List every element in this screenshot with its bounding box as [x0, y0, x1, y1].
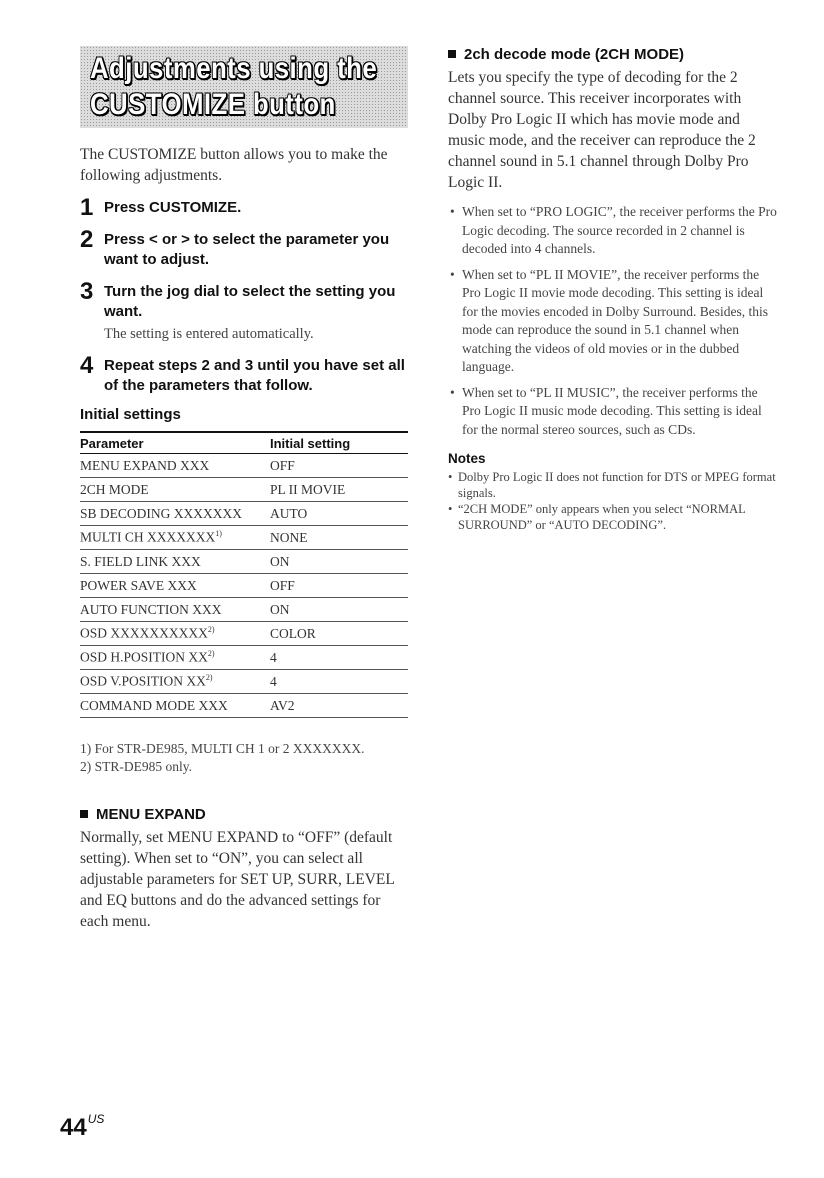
- param-cell: OSD H.POSITION XX$^{2)}$: [80, 646, 270, 670]
- param-cell: MENU EXPAND XXX: [80, 454, 270, 478]
- table-row: [80, 502, 408, 526]
- step-number: 4: [80, 352, 94, 379]
- value-cell: OFF: [270, 454, 408, 478]
- footnote-ref: 2): [207, 625, 215, 635]
- step-text: Press CUSTOMIZE.: [104, 199, 242, 216]
- page-number: $44^{US}$: [60, 1112, 105, 1141]
- step-text: Press < or > to select the parameter you want to adjust.: [104, 231, 390, 268]
- step-number: 3: [80, 278, 94, 305]
- footnote-ref: 1): [215, 529, 222, 539]
- param-cell: AUTO FUNCTION XXX: [80, 598, 270, 622]
- param-cell: MULTI CH XXXXXXX$^{1)}$: [80, 526, 270, 550]
- table-row: [80, 574, 408, 598]
- section-title-line2: CUSTOMIZE button: [90, 88, 336, 121]
- step-note: The setting is entered automatically.: [104, 326, 314, 342]
- value-cell: ON: [270, 598, 408, 622]
- notes-list: [448, 469, 778, 533]
- section-title-line1: Adjustments using the: [90, 52, 378, 85]
- table-header-row: [80, 432, 408, 454]
- step-number: 2: [80, 226, 94, 253]
- param-cell: OSD XXXXXXXXXX$^{2)}$: [80, 622, 270, 646]
- table-row: [80, 478, 408, 502]
- value-cell: COLOR: [270, 622, 408, 646]
- square-bullet-icon: [448, 50, 456, 58]
- page-number-suffix: US: [87, 1112, 105, 1126]
- param-cell: OSD V.POSITION XX$^{2)}$: [80, 670, 270, 694]
- footnote-ref: 2): [205, 673, 213, 683]
- table-row: [80, 598, 408, 622]
- step-4: [80, 352, 410, 396]
- step-number: 1: [80, 194, 94, 221]
- list-item: • When set to “PL II MOVIE”, the receiver performs the Pro Logic II movie mode decoding. This setting is ideal for the movies encoded in Dolby Surround. Besides, this mode can reproduce the sound in 5.1 channel when watching the videos of old movies or in the dubbed language.: [448, 266, 778, 377]
- list-item: • “2CH MODE” only appears when you select “NORMAL SURROUND” or “AUTO DECODING”.: [448, 501, 778, 533]
- value-cell: AUTO: [270, 502, 408, 526]
- list-item: • Dolby Pro Logic II does not function for DTS or MPEG format signals.: [448, 469, 778, 501]
- step-2: [80, 226, 410, 270]
- initial-settings-heading: Initial settings: [80, 406, 181, 423]
- notes-heading: Notes: [448, 451, 486, 466]
- value-cell: 4: [270, 646, 408, 670]
- value-cell: ON: [270, 550, 408, 574]
- value-cell: NONE: [270, 526, 408, 550]
- table-row: [80, 646, 408, 670]
- table-row: [80, 670, 408, 694]
- param-cell: S. FIELD LINK XXX: [80, 550, 270, 574]
- section-title-banner: [80, 46, 408, 128]
- table-row: [80, 526, 408, 550]
- footnote: 1) For STR-DE985, MULTI CH 1 or 2 XXXXXXX.: [80, 741, 365, 756]
- table-footnotes: [80, 740, 410, 776]
- step-text: Turn the jog dial to select the setting you want.: [104, 283, 396, 320]
- table-row: [80, 622, 408, 646]
- value-cell: PL II MOVIE: [270, 478, 408, 502]
- initial-settings-table: [80, 431, 408, 718]
- step-1: [80, 194, 410, 221]
- list-item: • When set to “PL II MUSIC”, the receiver performs the Pro Logic II music mode decoding. This setting is ideal for the normal stereo sources, such as CDs.: [448, 384, 778, 440]
- table-row: [80, 694, 408, 718]
- param-cell: SB DECODING XXXXXXX: [80, 502, 270, 526]
- square-bullet-icon: [80, 810, 88, 818]
- step-3: [80, 278, 410, 344]
- column-header-parameter: Parameter: [80, 432, 270, 454]
- param-cell: 2CH MODE: [80, 478, 270, 502]
- param-cell: POWER SAVE XXX: [80, 574, 270, 598]
- menu-expand-text: Normally, set MENU EXPAND to “OFF” (default setting). When set to “ON”, you can select all adjustable parameters for SET UP, SURR, LEVEL and EQ buttons and do the advanced settings for each menu.: [80, 829, 395, 930]
- list-item: • When set to “PRO LOGIC”, the receiver performs the Pro Logic decoding. The source recorded in 2 channel is decoded into 4 channels.: [448, 203, 778, 259]
- param-cell: COMMAND MODE XXX: [80, 694, 270, 718]
- menu-expand-heading: MENU EXPAND: [80, 806, 410, 823]
- value-cell: AV2: [270, 694, 408, 718]
- value-cell: OFF: [270, 574, 408, 598]
- step-text: Repeat steps 2 and 3 until you have set all of the parameters that follow.: [104, 357, 405, 394]
- two-ch-mode-bullets: [448, 203, 778, 439]
- table-row: [80, 454, 408, 478]
- intro-text: The CUSTOMIZE button allows you to make the following adjustments.: [80, 146, 388, 184]
- two-ch-mode-text: Lets you specify the type of decoding for the 2 channel source. This receiver incorporates with Dolby Pro Logic II which has movie mode and music mode, and the receiver can reproduce the 2 channel sound in 5.1 channel through Dolby Pro Logic II.: [448, 69, 756, 191]
- column-header-initial-setting: Initial setting: [270, 432, 408, 454]
- footnote: 2) STR-DE985 only.: [80, 759, 192, 774]
- footnote-ref: 2): [207, 649, 215, 659]
- value-cell: 4: [270, 670, 408, 694]
- table-row: [80, 550, 408, 574]
- right-column: [448, 46, 778, 533]
- left-column: [80, 46, 410, 776]
- menu-expand-section: [80, 806, 410, 932]
- two-ch-mode-heading: 2ch decode mode (2CH MODE): [448, 46, 778, 63]
